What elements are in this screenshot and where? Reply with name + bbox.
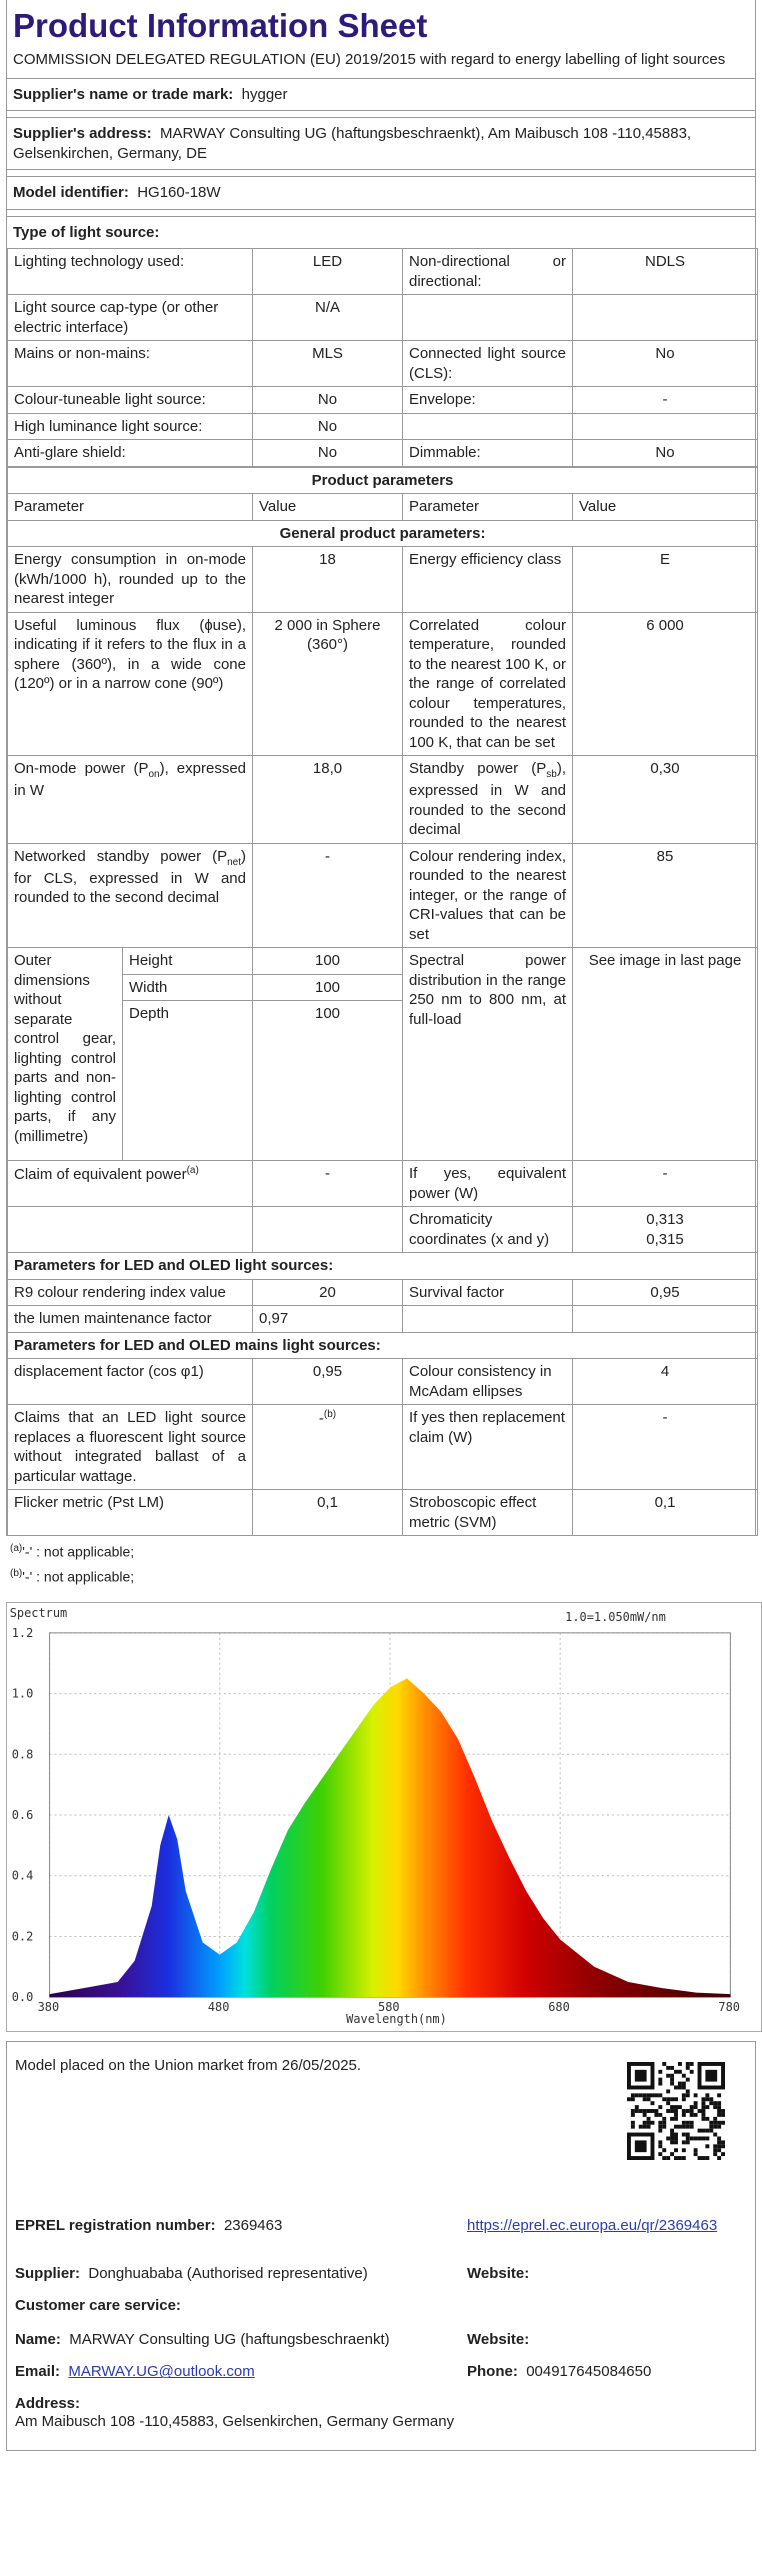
type-param: Lighting technology used:	[8, 249, 253, 295]
empty-cell	[8, 1207, 253, 1253]
chroma-label: Chromaticity coordinates (x and y)	[403, 1207, 573, 1253]
x-tick-label: 780	[718, 2000, 740, 2015]
footer-panel	[6, 2041, 756, 2451]
email-row: Email: MARWAY.UG@outlook.com	[15, 2363, 255, 2381]
svm-label: Stroboscopic effect metric (SVM)	[403, 1490, 573, 1536]
eclass-value: E	[573, 547, 758, 613]
cri-value: 85	[573, 843, 758, 948]
supplier-address-value: MARWAY Consulting UG (haftungsbeschraenkt), Am Maibusch 108 -110,45883, Gelsenkirchen, Germany, DE	[13, 125, 692, 162]
type-table	[7, 248, 758, 467]
type-value	[573, 295, 758, 341]
footnotes	[6, 1536, 762, 1598]
eprel-row: EPREL registration number: 2369463	[15, 2217, 283, 2235]
spectrum-chart	[6, 1602, 762, 2032]
type-value: No	[253, 413, 403, 440]
energy-label: Energy consumption in on-mode (kWh/1000 h), rounded up to the nearest integer	[8, 547, 253, 613]
supplier-name-row	[7, 79, 755, 112]
regulation-subtitle: COMMISSION DELEGATED REGULATION (EU) 2019/2015 with regard to energy labelling of light sources	[7, 48, 755, 79]
equiv-value: -	[253, 1161, 403, 1207]
depth-value: 100	[253, 1001, 403, 1161]
type-value: LED	[253, 249, 403, 295]
type-value: MLS	[253, 341, 403, 387]
type-param: Anti-glare shield:	[8, 440, 253, 467]
type-row	[8, 440, 758, 467]
depth-label: Depth	[123, 1001, 253, 1161]
email-link[interactable]: MARWAY.UG@outlook.com	[68, 2363, 255, 2381]
website-label: Website:	[467, 2265, 530, 2283]
type-param	[403, 413, 573, 440]
page-title: Product Information Sheet	[13, 7, 428, 44]
address-label: Address:	[15, 2395, 81, 2413]
x-tick-label: 480	[207, 2000, 230, 2015]
params-table	[7, 467, 758, 1537]
supplier-address-row	[7, 117, 755, 170]
model-row	[7, 176, 755, 210]
flicker-value: 0,1	[253, 1490, 403, 1536]
ifyes-label: If yes, equivalent power (W)	[403, 1161, 573, 1207]
x-tick-label: 580	[378, 2000, 400, 2015]
lumen-value: 0,97	[253, 1306, 403, 1333]
type-value: N/A	[253, 295, 403, 341]
model-value: HG160-18W	[137, 184, 221, 202]
supplier-address-label: Supplier's address:	[13, 125, 152, 143]
type-value: No	[253, 387, 403, 414]
r9-value: 20	[253, 1279, 403, 1306]
info-sheet	[6, 0, 756, 1536]
type-value: -	[573, 387, 758, 414]
col-param-2: Parameter	[403, 494, 573, 521]
x-axis-label: Wavelength(nm)	[346, 2012, 447, 2027]
replace-label: If yes then replacement claim (W)	[403, 1405, 573, 1490]
type-value: No	[573, 341, 758, 387]
care-label: Customer care service:	[15, 2297, 181, 2315]
dims-label: Outer dimensions without separate control gear, lighting control parts and non-lighting control parts, if any (millimetre)	[8, 948, 123, 1161]
eprel-link[interactable]: https://eprel.ec.europa.eu/qr/2369463	[467, 2217, 718, 2235]
y-tick-label: 0.8	[11, 1747, 34, 1762]
type-row	[8, 413, 758, 440]
empty-cell	[253, 1207, 403, 1253]
type-row	[8, 249, 758, 295]
led-mains-heading: Parameters for LED and OLED mains light sources:	[8, 1332, 758, 1359]
type-value: No	[253, 440, 403, 467]
supplier-name-value: hygger	[241, 85, 288, 103]
type-row	[8, 341, 758, 387]
eclass-label: Energy efficiency class	[403, 547, 573, 613]
general-heading: General product parameters:	[8, 520, 758, 547]
chart-title: Spectrum	[9, 1605, 68, 1620]
claims-value: -$^{(b)}$	[253, 1405, 403, 1490]
chart-annotation: 1.0=1.050mW/nm	[565, 1609, 666, 1624]
footnote-a: $^{(a)}$'-' : not applicable;	[10, 1543, 135, 1560]
spd-label: Spectral power distribution in the range 250 nm to 800 nm, at full-load	[403, 948, 573, 1161]
type-row	[8, 387, 758, 414]
supplier-name-label: Supplier's name or trade mark:	[13, 85, 234, 103]
pon-value: 18,0	[253, 756, 403, 844]
disp-label: displacement factor (cos φ1)	[8, 1359, 253, 1405]
svm-value: 0,1	[573, 1490, 758, 1536]
psb-value: 0,30	[573, 756, 758, 844]
type-param: Connected light source (CLS):	[403, 341, 573, 387]
equiv-label: Claim of equivalent power$^{(a)}$	[8, 1161, 253, 1207]
type-param: Dimmable:	[403, 440, 573, 467]
y-tick-label: 1.2	[11, 1625, 34, 1640]
lumen-label: the lumen maintenance factor	[8, 1306, 253, 1333]
type-param: High luminance light source:	[8, 413, 253, 440]
type-heading: Type of light source:	[7, 216, 755, 249]
type-param	[403, 295, 573, 341]
footnote-b: $^{(b)}$'-' : not applicable;	[10, 1568, 135, 1585]
type-param: Envelope:	[403, 387, 573, 414]
type-param: Mains or non-mains:	[8, 341, 253, 387]
flux-label: Useful luminous flux (ɸuse), indicating if it refers to the flux in a sphere (360º), in a wide cone (120º) or in a narrow cone (90º)	[8, 612, 253, 756]
model-label: Model identifier:	[13, 184, 129, 202]
col-param-1: Parameter	[8, 494, 253, 521]
mcadam-value: 4	[573, 1359, 758, 1405]
address-value: Am Maibusch 108 -110,45883, Gelsenkirchen, Germany Germany	[15, 2413, 455, 2431]
survival-label: Survival factor	[403, 1279, 573, 1306]
width-value: 100	[253, 974, 403, 1001]
type-row	[8, 295, 758, 341]
y-tick-label: 0.6	[11, 1807, 34, 1822]
type-param: Light source cap-type (or other electric interface)	[8, 295, 253, 341]
psb-label: Standby power $(P_{sb})$, expressed in W and rounded to the second decimal	[403, 756, 573, 844]
r9-label: R9 colour rendering index value	[8, 1279, 253, 1306]
type-value	[573, 413, 758, 440]
disp-value: 0,95	[253, 1359, 403, 1405]
cct-label: Correlated colour temperature, rounded to the nearest 100 K, or the range of correlated colour temperatures, rounded to the nearest 100 K, that can be set	[403, 612, 573, 756]
pnet-value: -	[253, 843, 403, 948]
website2-label: Website:	[467, 2331, 530, 2349]
replace-value: -	[573, 1405, 758, 1490]
flicker-label: Flicker metric (Pst LM)	[8, 1490, 253, 1536]
pon-label: On-mode power $(P_{on})$, expressed in W	[8, 756, 253, 844]
x-tick-label: 680	[548, 2000, 570, 2015]
type-param: Colour-tuneable light source:	[8, 387, 253, 414]
supplier-row: Supplier: Donghuababa (Authorised representative)	[15, 2265, 368, 2283]
height-label: Height	[123, 948, 253, 975]
x-tick-label: 380	[37, 2000, 60, 2015]
col-value-2: Value	[573, 494, 758, 521]
y-tick-label: 1.0	[11, 1686, 34, 1701]
type-value: NDLS	[573, 249, 758, 295]
chroma-value: 0,313 0,315	[573, 1207, 758, 1253]
type-param: Non-directional or directional:	[403, 249, 573, 295]
width-label: Width	[123, 974, 253, 1001]
market-text: Model placed on the Union market from 26/05/2025.	[15, 2057, 362, 2075]
col-value-1: Value	[253, 494, 403, 521]
height-value: 100	[253, 948, 403, 975]
empty-cell	[573, 1306, 758, 1333]
type-value: No	[573, 440, 758, 467]
spd-value: See image in last page	[573, 948, 758, 1161]
survival-value: 0,95	[573, 1279, 758, 1306]
cct-value: 6 000	[573, 612, 758, 756]
claims-label: Claims that an LED light source replaces a fluorescent light source without integrated ballast of a particular wattage.	[8, 1405, 253, 1490]
energy-value: 18	[253, 547, 403, 613]
qr-code-icon[interactable]	[627, 2062, 725, 2160]
empty-cell	[403, 1306, 573, 1333]
phone-row: Phone: 004917645084650	[467, 2363, 652, 2381]
y-tick-label: 0.0	[11, 1990, 34, 2005]
ifyes-value: -	[573, 1161, 758, 1207]
care-name-row: Name: MARWAY Consulting UG (haftungsbeschraenkt)	[15, 2331, 390, 2349]
params-heading: Product parameters	[8, 467, 758, 494]
led-heading: Parameters for LED and OLED light sources:	[8, 1253, 758, 1280]
y-tick-label: 0.4	[11, 1868, 34, 1883]
mcadam-label: Colour consistency in McAdam ellipses	[403, 1359, 573, 1405]
flux-value: 2 000 in Sphere (360°)	[253, 612, 403, 756]
pnet-label: Networked standby power $(P_{net})$ for CLS, expressed in W and rounded to the second decimal	[8, 843, 253, 948]
y-tick-label: 0.2	[11, 1929, 34, 1944]
spectrum-area	[50, 1678, 731, 1997]
cri-label: Colour rendering index, rounded to the nearest integer, or the range of CRI-values that can be set	[403, 843, 573, 948]
